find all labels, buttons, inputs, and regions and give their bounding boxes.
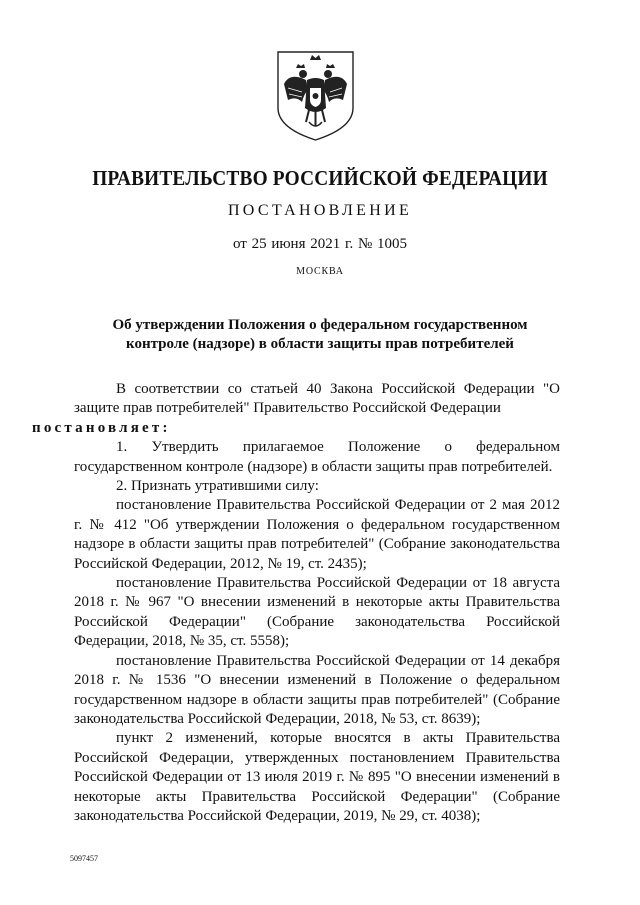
item-1-paragraph: 1. Утвердить прилагаемое Положение о федеральном государственном контроле (надзоре) в области защиты прав потребителей. xyxy=(74,439,560,475)
document-type: ПОСТАНОВЛЕНИЕ xyxy=(227,202,413,219)
item-2-paragraph: 2. Признать утратившими силу: xyxy=(116,478,319,495)
subject-line-2: контроле (надзоре) в области защиты прав потребителей xyxy=(126,336,514,352)
subject-line-1: Об утверждении Положения о федеральном государственном xyxy=(112,317,528,333)
document-code: 5097457 xyxy=(70,854,98,863)
repealed-act-3: постановление Правительства Российской Федерации от 14 декабря 2018 г. № 1536 "О внесении изменений в Положение о федеральном государственном надзоре в области защиты прав потребителей" (Собрание законодательства Российской Федерации, 2018, № 53, ст. 8639); xyxy=(74,652,560,727)
repealed-act-2: постановление Правительства Российской Федерации от 18 августа 2018 г. № 967 "О внесении изменений в некоторые акты Правительства Российской Федерации" (Собрание законодательства Российской Федерации, 2018, № 35, ст. 5558); xyxy=(74,575,560,650)
repealed-act-1: постановление Правительства Российской Федерации от 2 мая 2012 г. № 412 "Об утверждении Положения о федеральном государственном надзоре в области защиты прав потребителей" (Собрание законодательства Российской Федерации, 2012, № 19, ст. 2435); xyxy=(74,497,560,572)
document-body xyxy=(32,380,560,826)
document-subject xyxy=(60,316,580,354)
document-date-number: от 25 июня 2021 г. № 1005 xyxy=(232,236,408,252)
resolves-word: постановляет: xyxy=(32,419,171,436)
intro-paragraph xyxy=(32,380,560,438)
repealed-act-4: пункт 2 изменений, которые вносятся в акты Правительства Российской Федерации, утвержденных постановлением Правительства Российской Федерации от 13 июля 2019 г. № 895 "О внесении изменений в некоторые акты Правительства Российской Федерации" (Собрание законодательства Российской Федерации, 2019, № 29, ст. 4038); xyxy=(74,730,560,824)
document-city: МОСКВА xyxy=(296,266,344,277)
russian-coat-of-arms-icon xyxy=(276,50,355,142)
government-title: ПРАВИТЕЛЬСТВО РОССИЙСКОЙ ФЕДЕРАЦИИ xyxy=(92,166,548,190)
intro-text: В соответствии со статьей 40 Закона Российской Федерации "О защите прав потребителей" Правительство Российской Федерации xyxy=(74,381,560,417)
